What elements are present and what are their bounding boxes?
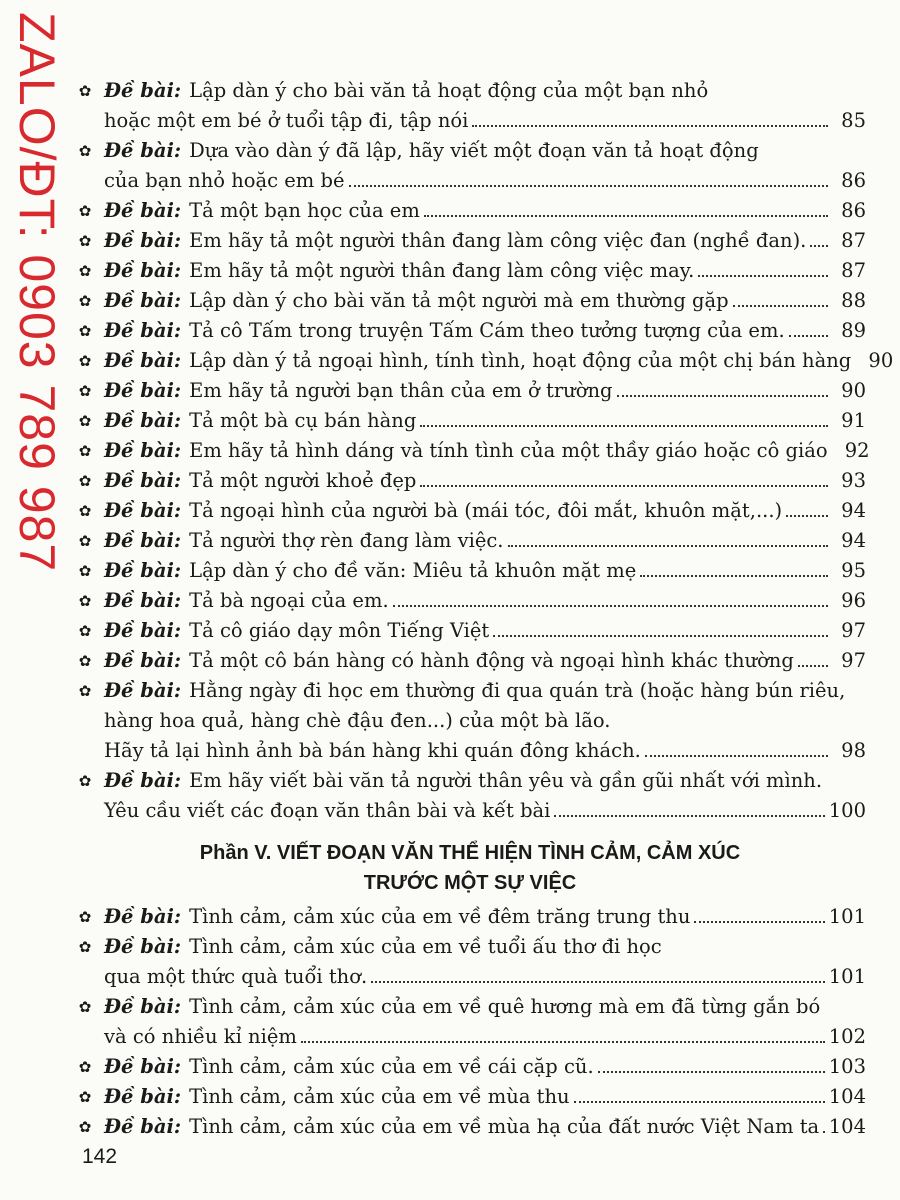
dot-leader [694,920,824,923]
de-bai-label: Đề bài: [104,139,182,162]
de-bai-label: Đề bài: [104,559,182,582]
toc-page-number: 85 [841,109,866,132]
flower-bullet-icon: ✿ [78,442,92,460]
toc-entry-title [74,316,866,346]
page-number: 142 [82,1145,118,1168]
toc-entry-title [74,766,866,796]
toc-entry-text: của bạn nhỏ hoặc em bé [104,169,345,192]
de-bai-label: Đề bài: [104,349,182,372]
toc-entry [74,1052,866,1082]
toc-entry-continuation [74,706,866,736]
flower-bullet-icon: ✿ [78,232,92,250]
toc-entry-text: Em hãy tả một người thân đang làm công việc đan (nghề đan). [189,229,807,252]
toc-entry-continuation [74,796,866,826]
flower-bullet-icon: ✿ [78,998,92,1016]
toc-entry [74,676,866,766]
dot-leader [698,274,828,277]
toc-entry-title [74,226,866,256]
de-bai-label: Đề bài: [104,905,182,928]
de-bai-label: Đề bài: [104,769,182,792]
dot-leader [617,394,829,397]
toc-entry-text: Tả một bà cụ bán hàng [189,409,417,432]
toc-entry-title [74,1082,866,1112]
flower-bullet-icon: ✿ [78,352,92,370]
de-bai-label: Đề bài: [104,1085,182,1108]
dot-leader [598,1070,825,1073]
toc-entry-title [74,902,866,932]
toc-entry-text: Tả người thợ rèn đang làm việc. [189,529,504,552]
flower-bullet-icon: ✿ [78,292,92,310]
toc-entry [74,466,866,496]
dot-leader [786,514,828,517]
toc-entry-title [74,992,866,1022]
toc-entry-text: Tả cô Tấm trong truyện Tấm Cám theo tưởng tượng của em. [189,319,785,342]
dot-leader [420,484,828,487]
toc-entry-title [74,1052,866,1082]
de-bai-label: Đề bài: [104,1055,182,1078]
toc-entry-title [74,436,870,466]
dot-leader [493,634,828,637]
de-bai-label: Đề bài: [104,469,182,492]
toc-entry-text: Dựa vào dàn ý đã lập, hãy viết một đoạn văn tả hoạt động [189,139,759,162]
toc-entry-text: qua một thức quà tuổi thơ. [104,965,368,988]
toc-page-number: 92 [844,439,870,462]
de-bai-label: Đề bài: [104,619,182,642]
toc-entry-title [74,526,866,556]
toc-entry-text: Tả một người khoẻ đẹp [189,469,417,492]
toc-entry [74,496,866,526]
section-title-line2: TRƯỚC MỘT SỰ VIỆC [363,872,577,894]
toc-page-number: 87 [841,259,866,282]
toc-entry-title [74,1112,866,1142]
toc-entry [74,526,866,556]
dot-leader [554,814,824,817]
toc-entry-text: Tả ngoại hình của người bà (mái tóc, đôi mắt, khuôn mặt,...) [189,499,783,522]
de-bai-label: Đề bài: [104,259,182,282]
de-bai-label: Đề bài: [104,319,182,342]
toc-entry-text: Tình cảm, cảm xúc của em về cái cặp cũ. [189,1055,594,1078]
toc-entry-text: Tình cảm, cảm xúc của em về quê hương mà em đã từng gắn bó [189,995,821,1018]
de-bai-label: Đề bài: [104,1115,182,1138]
toc-entry [74,406,866,436]
toc-entry-text: Tả một cô bán hàng có hành động và ngoại hình khác thường [189,649,794,672]
dot-leader [574,1100,825,1103]
de-bai-label: Đề bài: [104,589,182,612]
flower-bullet-icon: ✿ [78,772,92,790]
toc-entry-continuation [74,166,866,196]
toc-page-number: 104 [828,1115,866,1138]
toc-entry-title [74,406,866,436]
toc-entry-continuation [74,736,866,766]
toc-page-number: 95 [841,559,866,582]
dot-leader [420,424,828,427]
toc-entry-title [74,196,866,226]
flower-bullet-icon: ✿ [78,322,92,340]
toc-page-number: 86 [841,169,866,192]
toc-entry [74,646,866,676]
toc-page-number: 90 [841,379,866,402]
toc-entry-text: Lập dàn ý tả ngoại hình, tính tình, hoạt động của một chị bán hàng [189,349,852,372]
dot-leader [810,244,828,247]
flower-bullet-icon: ✿ [78,592,92,610]
toc-entry-text: Em hãy viết bài văn tả người thân yêu và gần gũi nhất với mình. [189,769,823,792]
toc-page-number: 100 [828,799,866,822]
toc-entry-title [74,466,866,496]
toc-entry-title [74,586,866,616]
de-bai-label: Đề bài: [104,229,182,252]
toc-entry-text: Hằng ngày đi học em thường đi qua quán trà (hoặc hàng bún riêu, [189,679,846,702]
toc-entry-text: Tả cô giáo dạy môn Tiếng Việt [189,619,490,642]
toc-page-number: 93 [841,469,866,492]
toc-entry-title [74,496,866,526]
toc-entry-continuation [74,1022,866,1052]
dot-leader [823,1130,825,1133]
flower-bullet-icon: ✿ [78,1088,92,1106]
toc-page-number: 94 [841,499,866,522]
table-of-contents [74,76,894,1142]
toc-entry [74,196,866,226]
flower-bullet-icon: ✿ [78,502,92,520]
toc-entry-text: Tình cảm, cảm xúc của em về mùa thu [189,1085,570,1108]
toc-entry [74,376,866,406]
dot-leader [371,980,825,983]
de-bai-label: Đề bài: [104,679,182,702]
dot-leader [393,604,828,607]
de-bai-label: Đề bài: [104,649,182,672]
flower-bullet-icon: ✿ [78,652,92,670]
toc-entry-text: Tình cảm, cảm xúc của em về mùa hạ của đất nước Việt Nam ta [189,1115,820,1138]
de-bai-label: Đề bài: [104,79,182,102]
toc-page-number: 94 [841,529,866,552]
dot-leader [645,754,828,757]
de-bai-label: Đề bài: [104,995,182,1018]
flower-bullet-icon: ✿ [78,472,92,490]
toc-entry-text: Tả một bạn học của em [189,199,420,222]
toc-entry [74,902,866,932]
toc-entry [74,556,866,586]
toc-entry-title [74,346,894,376]
toc-entry-text: hoặc một em bé ở tuổi tập đi, tập nói [104,109,469,132]
toc-entry-text: Em hãy tả một người thân đang làm công việc may. [189,259,695,282]
toc-list-part5 [74,902,866,1142]
toc-entry [74,76,866,136]
toc-page-number: 102 [828,1025,866,1048]
dot-leader [733,304,828,307]
de-bai-label: Đề bài: [104,439,182,462]
flower-bullet-icon: ✿ [78,382,92,400]
toc-page-number: 97 [841,619,866,642]
toc-entry-title [74,76,866,106]
dot-leader [349,184,828,187]
toc-entry-title [74,136,866,166]
toc-entry-text: Em hãy tả hình dáng và tính tình của một thầy giáo hoặc cô giáo [189,439,828,462]
watermark-text: ZALO/ĐT: 0903 789 987 [9,12,65,573]
toc-page-number: 103 [828,1055,866,1078]
de-bai-label: Đề bài: [104,499,182,522]
dot-leader [508,544,829,547]
flower-bullet-icon: ✿ [78,202,92,220]
toc-entry [74,346,894,376]
flower-bullet-icon: ✿ [78,1058,92,1076]
de-bai-label: Đề bài: [104,529,182,552]
toc-page-number: 97 [841,649,866,672]
toc-entry-text: Tình cảm, cảm xúc của em về đêm trăng trung thu [189,905,691,928]
dot-leader [472,124,828,127]
de-bai-label: Đề bài: [104,409,182,432]
toc-entry-title [74,556,866,586]
toc-entry-title [74,676,866,706]
toc-page-number: 87 [841,229,866,252]
flower-bullet-icon: ✿ [78,938,92,956]
toc-entry-text: Lập dàn ý cho bài văn tả hoạt động của một bạn nhỏ [189,79,709,102]
toc-entry [74,226,866,256]
dot-leader [789,334,828,337]
toc-entry-continuation [74,962,866,992]
toc-entry [74,286,866,316]
toc-entry [74,766,866,826]
flower-bullet-icon: ✿ [78,1118,92,1136]
flower-bullet-icon: ✿ [78,142,92,160]
toc-page-number: 89 [841,319,866,342]
toc-entry-text: Yêu cầu viết các đoạn văn thân bài và kết bài [104,799,551,822]
toc-list-part4 [74,76,894,826]
toc-entry-title [74,646,866,676]
toc-page-number: 104 [828,1085,866,1108]
toc-entry-title [74,932,866,962]
toc-entry [74,256,866,286]
toc-entry-title [74,616,866,646]
toc-page-number: 88 [841,289,866,312]
section-heading [74,838,866,898]
toc-page-number: 86 [841,199,866,222]
flower-bullet-icon: ✿ [78,622,92,640]
watermark [4,6,68,646]
toc-entry [74,586,866,616]
toc-entry [74,136,866,196]
toc-entry-text: Hãy tả lại hình ảnh bà bán hàng khi quán đông khách. [104,739,641,762]
toc-entry [74,616,866,646]
toc-entry-text: Tả bà ngoại của em. [189,589,389,612]
flower-bullet-icon: ✿ [78,412,92,430]
toc-entry [74,992,866,1052]
flower-bullet-icon: ✿ [78,262,92,280]
dot-leader [798,664,828,667]
toc-entry-text: và có nhiều kỉ niệm [104,1025,297,1048]
flower-bullet-icon: ✿ [78,682,92,700]
toc-entry-text: Tình cảm, cảm xúc của em về tuổi ấu thơ đi học [189,935,662,958]
toc-page-number: 91 [841,409,866,432]
toc-page-number: 101 [828,965,866,988]
toc-entry [74,316,866,346]
flower-bullet-icon: ✿ [78,562,92,580]
de-bai-label: Đề bài: [104,379,182,402]
toc-entry-text: Lập dàn ý cho đề văn: Miêu tả khuôn mặt mẹ [189,559,637,582]
toc-entry-title [74,286,866,316]
toc-entry [74,1112,866,1142]
toc-entry-text: Em hãy tả người bạn thân của em ở trường [189,379,613,402]
dot-leader [424,214,828,217]
toc-entry-title [74,256,866,286]
flower-bullet-icon: ✿ [78,82,92,100]
toc-entry-text: Lập dàn ý cho bài văn tả một người mà em thường gặp [189,289,729,312]
de-bai-label: Đề bài: [104,935,182,958]
toc-page-number: 101 [828,905,866,928]
toc-entry [74,436,870,466]
toc-page-number: 96 [841,589,866,612]
de-bai-label: Đề bài: [104,289,182,312]
toc-page-number: 90 [868,349,894,372]
toc-entry-continuation [74,106,866,136]
dot-leader [301,1040,825,1043]
toc-entry-text: hàng hoa quả, hàng chè đậu đen...) của một bà lão. [104,709,611,732]
toc-entry-title [74,376,866,406]
flower-bullet-icon: ✿ [78,908,92,926]
dot-leader [640,574,828,577]
section-title-line1: Phần V. VIẾT ĐOẠN VĂN THỂ HIỆN TÌNH CẢM, CẢM XÚC [199,842,741,864]
flower-bullet-icon: ✿ [78,532,92,550]
toc-page-number: 98 [841,739,866,762]
de-bai-label: Đề bài: [104,199,182,222]
toc-entry [74,932,866,992]
toc-entry [74,1082,866,1112]
